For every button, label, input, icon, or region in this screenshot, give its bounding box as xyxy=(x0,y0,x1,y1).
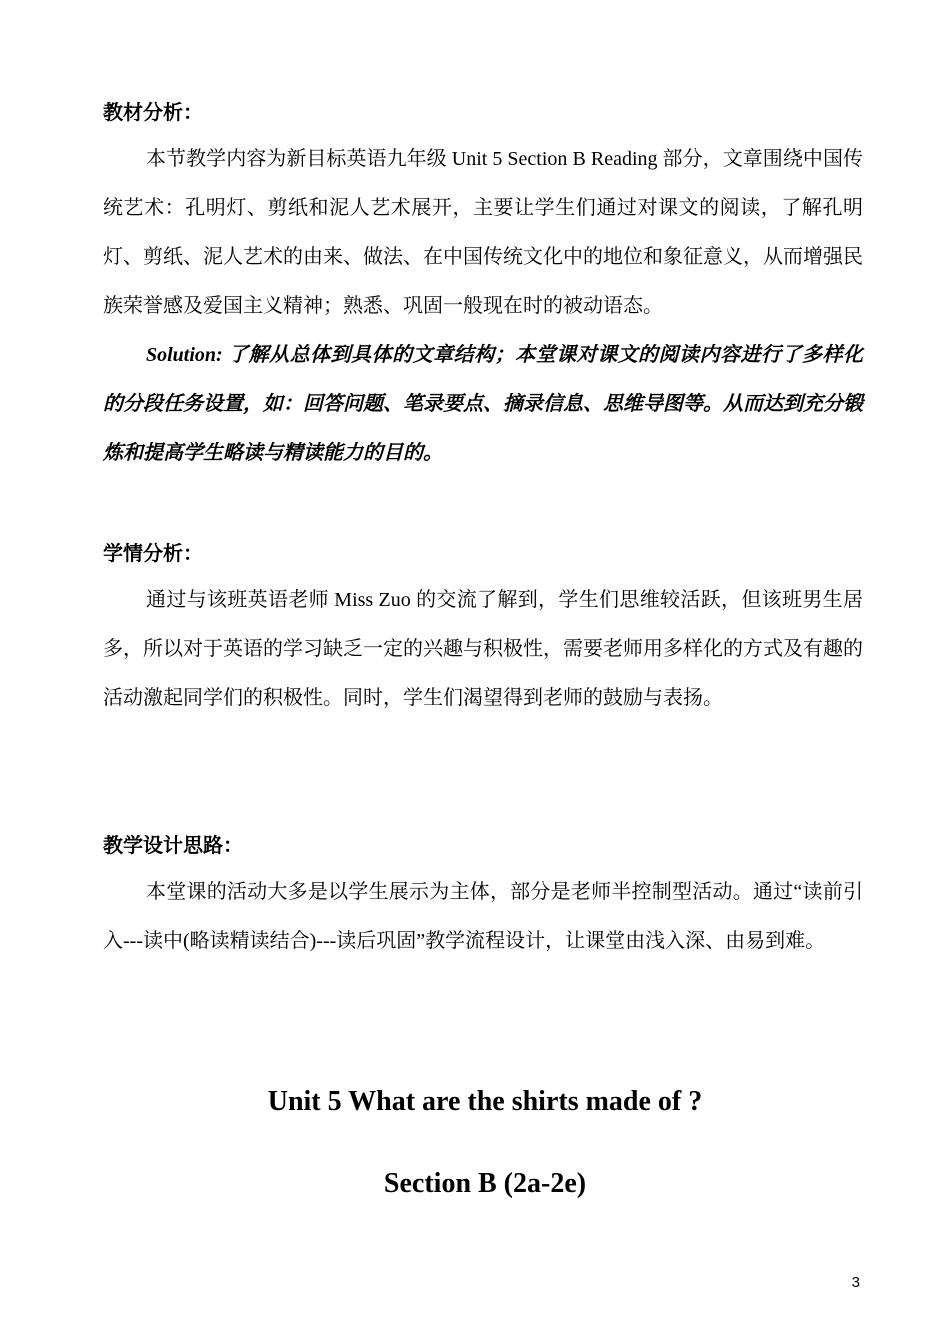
unit-title: Unit 5 What are the shirts made of ? xyxy=(267,1086,703,1117)
page-number: 3 xyxy=(851,1274,860,1291)
section-heading: 教材分析： xyxy=(103,100,203,124)
section-student-analysis xyxy=(103,538,863,723)
section-design-ideas xyxy=(103,830,863,966)
section-textbook-analysis xyxy=(103,97,863,478)
section-paragraph: 本节教学内容为新目标英语九年级 Unit 5 Section B Reading 部分，文章围绕中国传统艺术：孔明灯、剪纸和泥人艺术展开，主要让学生们通过对课文的阅读，了解孔明灯、剪纸、泥人艺术的由来、做法、在中国传统文化中的地位和象征意义，从而增强民族荣誉感及爱国主义精神；熟悉、巩固一般现在时的被动语态。 xyxy=(103,148,863,317)
section-heading: 学情分析： xyxy=(103,541,203,565)
section-paragraph: 通过与该班英语老师 Miss Zuo 的交流了解到，学生们思维较活跃，但该班男生居多，所以对于英语的学习缺乏一定的兴趣与积极性，需要老师用多样化的方式及有趣的活动激起同学们的积极性。同时，学生们渴望得到老师的鼓励与表扬。 xyxy=(103,589,863,709)
solution-paragraph: Solution: 了解从总体到具体的文章结构；本堂课对课文的阅读内容进行了多样化的分段任务设置，如：回答问题、笔录要点、摘录信息、思维导图等。从而达到充分锻炼和提高学生略读与精读能力的目的。 xyxy=(103,344,863,464)
section-subtitle: Section B (2a-2e) xyxy=(383,1168,587,1199)
section-paragraph: 本堂课的活动大多是以学生展示为主体，部分是老师半控制型活动。通过“读前引入---读中(略读精读结合)---读后巩固”教学流程设计，让课堂由浅入深、由易到难。 xyxy=(103,881,863,952)
section-heading: 教学设计思路： xyxy=(103,833,243,857)
